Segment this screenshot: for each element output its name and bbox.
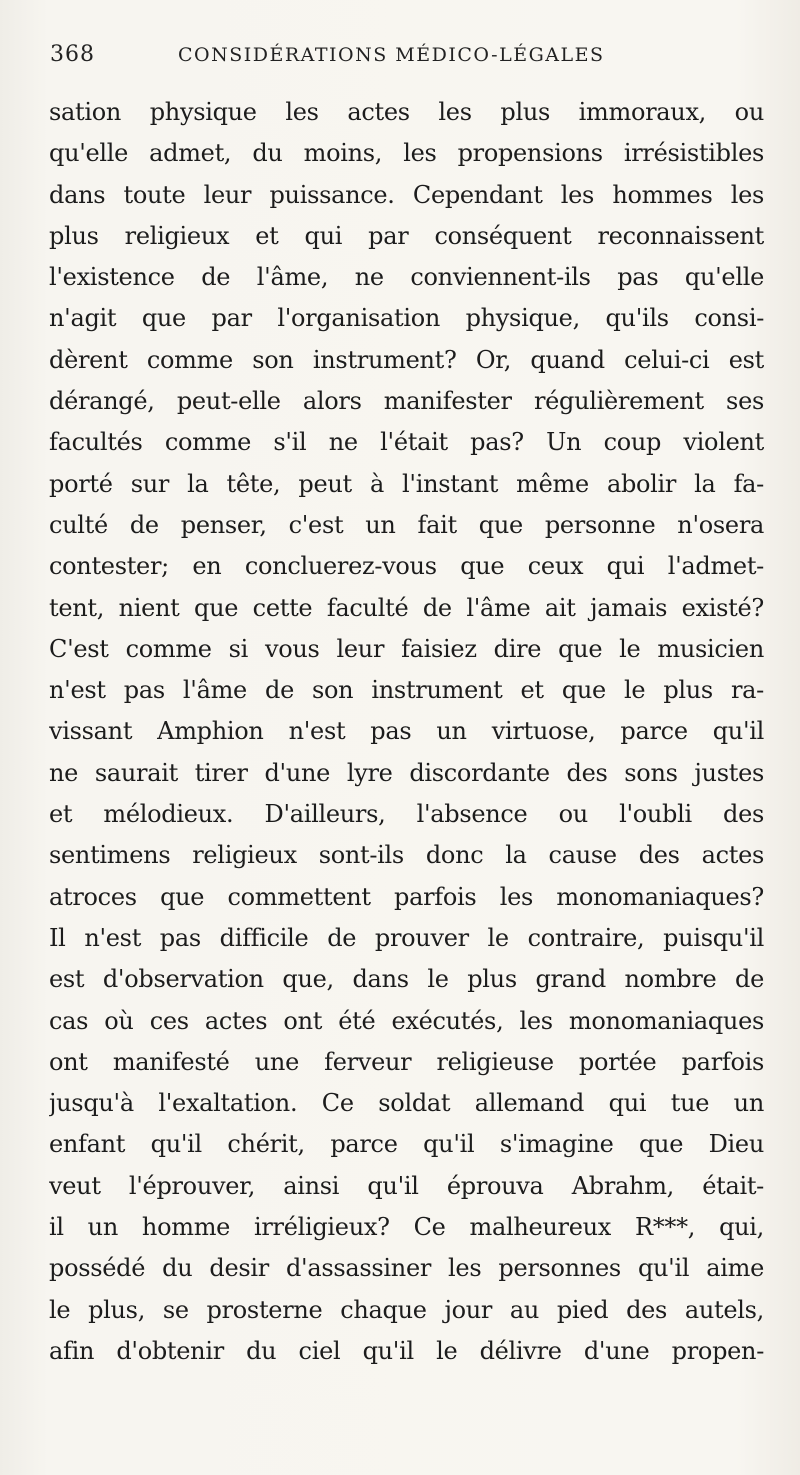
text-line: n'est pas l'âme de son instrument et que le plus ra- (49, 676, 764, 705)
text-line: qu'elle admet, du moins, les propensions irrésistibles (49, 139, 764, 168)
text-line: le plus, se prosterne chaque jour au pied des autels, (49, 1295, 764, 1324)
text-line: sentimens religieux sont-ils donc la cause des actes (49, 841, 764, 870)
text-line: facultés comme s'il ne l'était pas? Un coup violent (49, 428, 764, 457)
text-line: cas où ces actes ont été exécutés, les monomaniaques (49, 1006, 764, 1035)
text-line: jusqu'à l'exaltation. Ce soldat allemand qui tue un (49, 1089, 764, 1118)
running-head-title: CONSIDÉRATIONS MÉDICO-LÉGALES (178, 44, 605, 66)
text-line: il un homme irréligieux? Ce malheureux R***, qui, (49, 1213, 764, 1242)
text-line: contester; en concluerez-vous que ceux qui l'admet- (49, 552, 764, 581)
text-line: possédé du desir d'assassiner les personnes qu'il aime (49, 1254, 764, 1283)
text-line: dérangé, peut-elle alors manifester régulièrement ses (49, 387, 764, 416)
text-line: ont manifesté une ferveur religieuse portée parfois (49, 1047, 764, 1076)
page-number: 368 (50, 42, 95, 67)
text-line: vissant Amphion n'est pas un virtuose, parce qu'il (49, 717, 764, 746)
text-line: atroces que commettent parfois les monomaniaques? (49, 882, 764, 911)
text-line: porté sur la tête, peut à l'instant même abolir la fa- (49, 469, 764, 498)
text-line: dèrent comme son instrument? Or, quand celui-ci est (49, 345, 764, 374)
text-line: ne saurait tirer d'une lyre discordante des sons justes (49, 758, 764, 787)
text-line: n'agit que par l'organisation physique, qu'ils consi- (49, 304, 764, 333)
text-line: enfant qu'il chérit, parce qu'il s'imagine que Dieu (49, 1130, 764, 1159)
text-line: veut l'éprouver, ainsi qu'il éprouva Abrahm, était- (49, 1171, 764, 1200)
text-line: sation physique les actes les plus immoraux, ou (49, 98, 764, 126)
text-line: plus religieux et qui par conséquent reconnaissent (49, 221, 764, 250)
text-line: C'est comme si vous leur faisiez dire que le musicien (49, 634, 764, 663)
text-line: Il n'est pas difficile de prouver le contraire, puisqu'il (49, 923, 764, 952)
text-line: culté de penser, c'est un fait que personne n'osera (49, 510, 764, 539)
text-line: est d'observation que, dans le plus grand nombre de (49, 965, 764, 994)
text-line: l'existence de l'âme, ne conviennent-ils pas qu'elle (49, 263, 764, 292)
text-line: dans toute leur puissance. Cependant les hommes les (49, 180, 764, 209)
running-head (50, 42, 790, 82)
text-line: et mélodieux. D'ailleurs, l'absence ou l'oubli des (49, 800, 764, 829)
body-text (49, 92, 764, 1372)
text-line: afin d'obtenir du ciel qu'il le délivre d'une propen- (49, 1336, 764, 1365)
text-line: tent, nient que cette faculté de l'âme ait jamais existé? (49, 593, 764, 622)
